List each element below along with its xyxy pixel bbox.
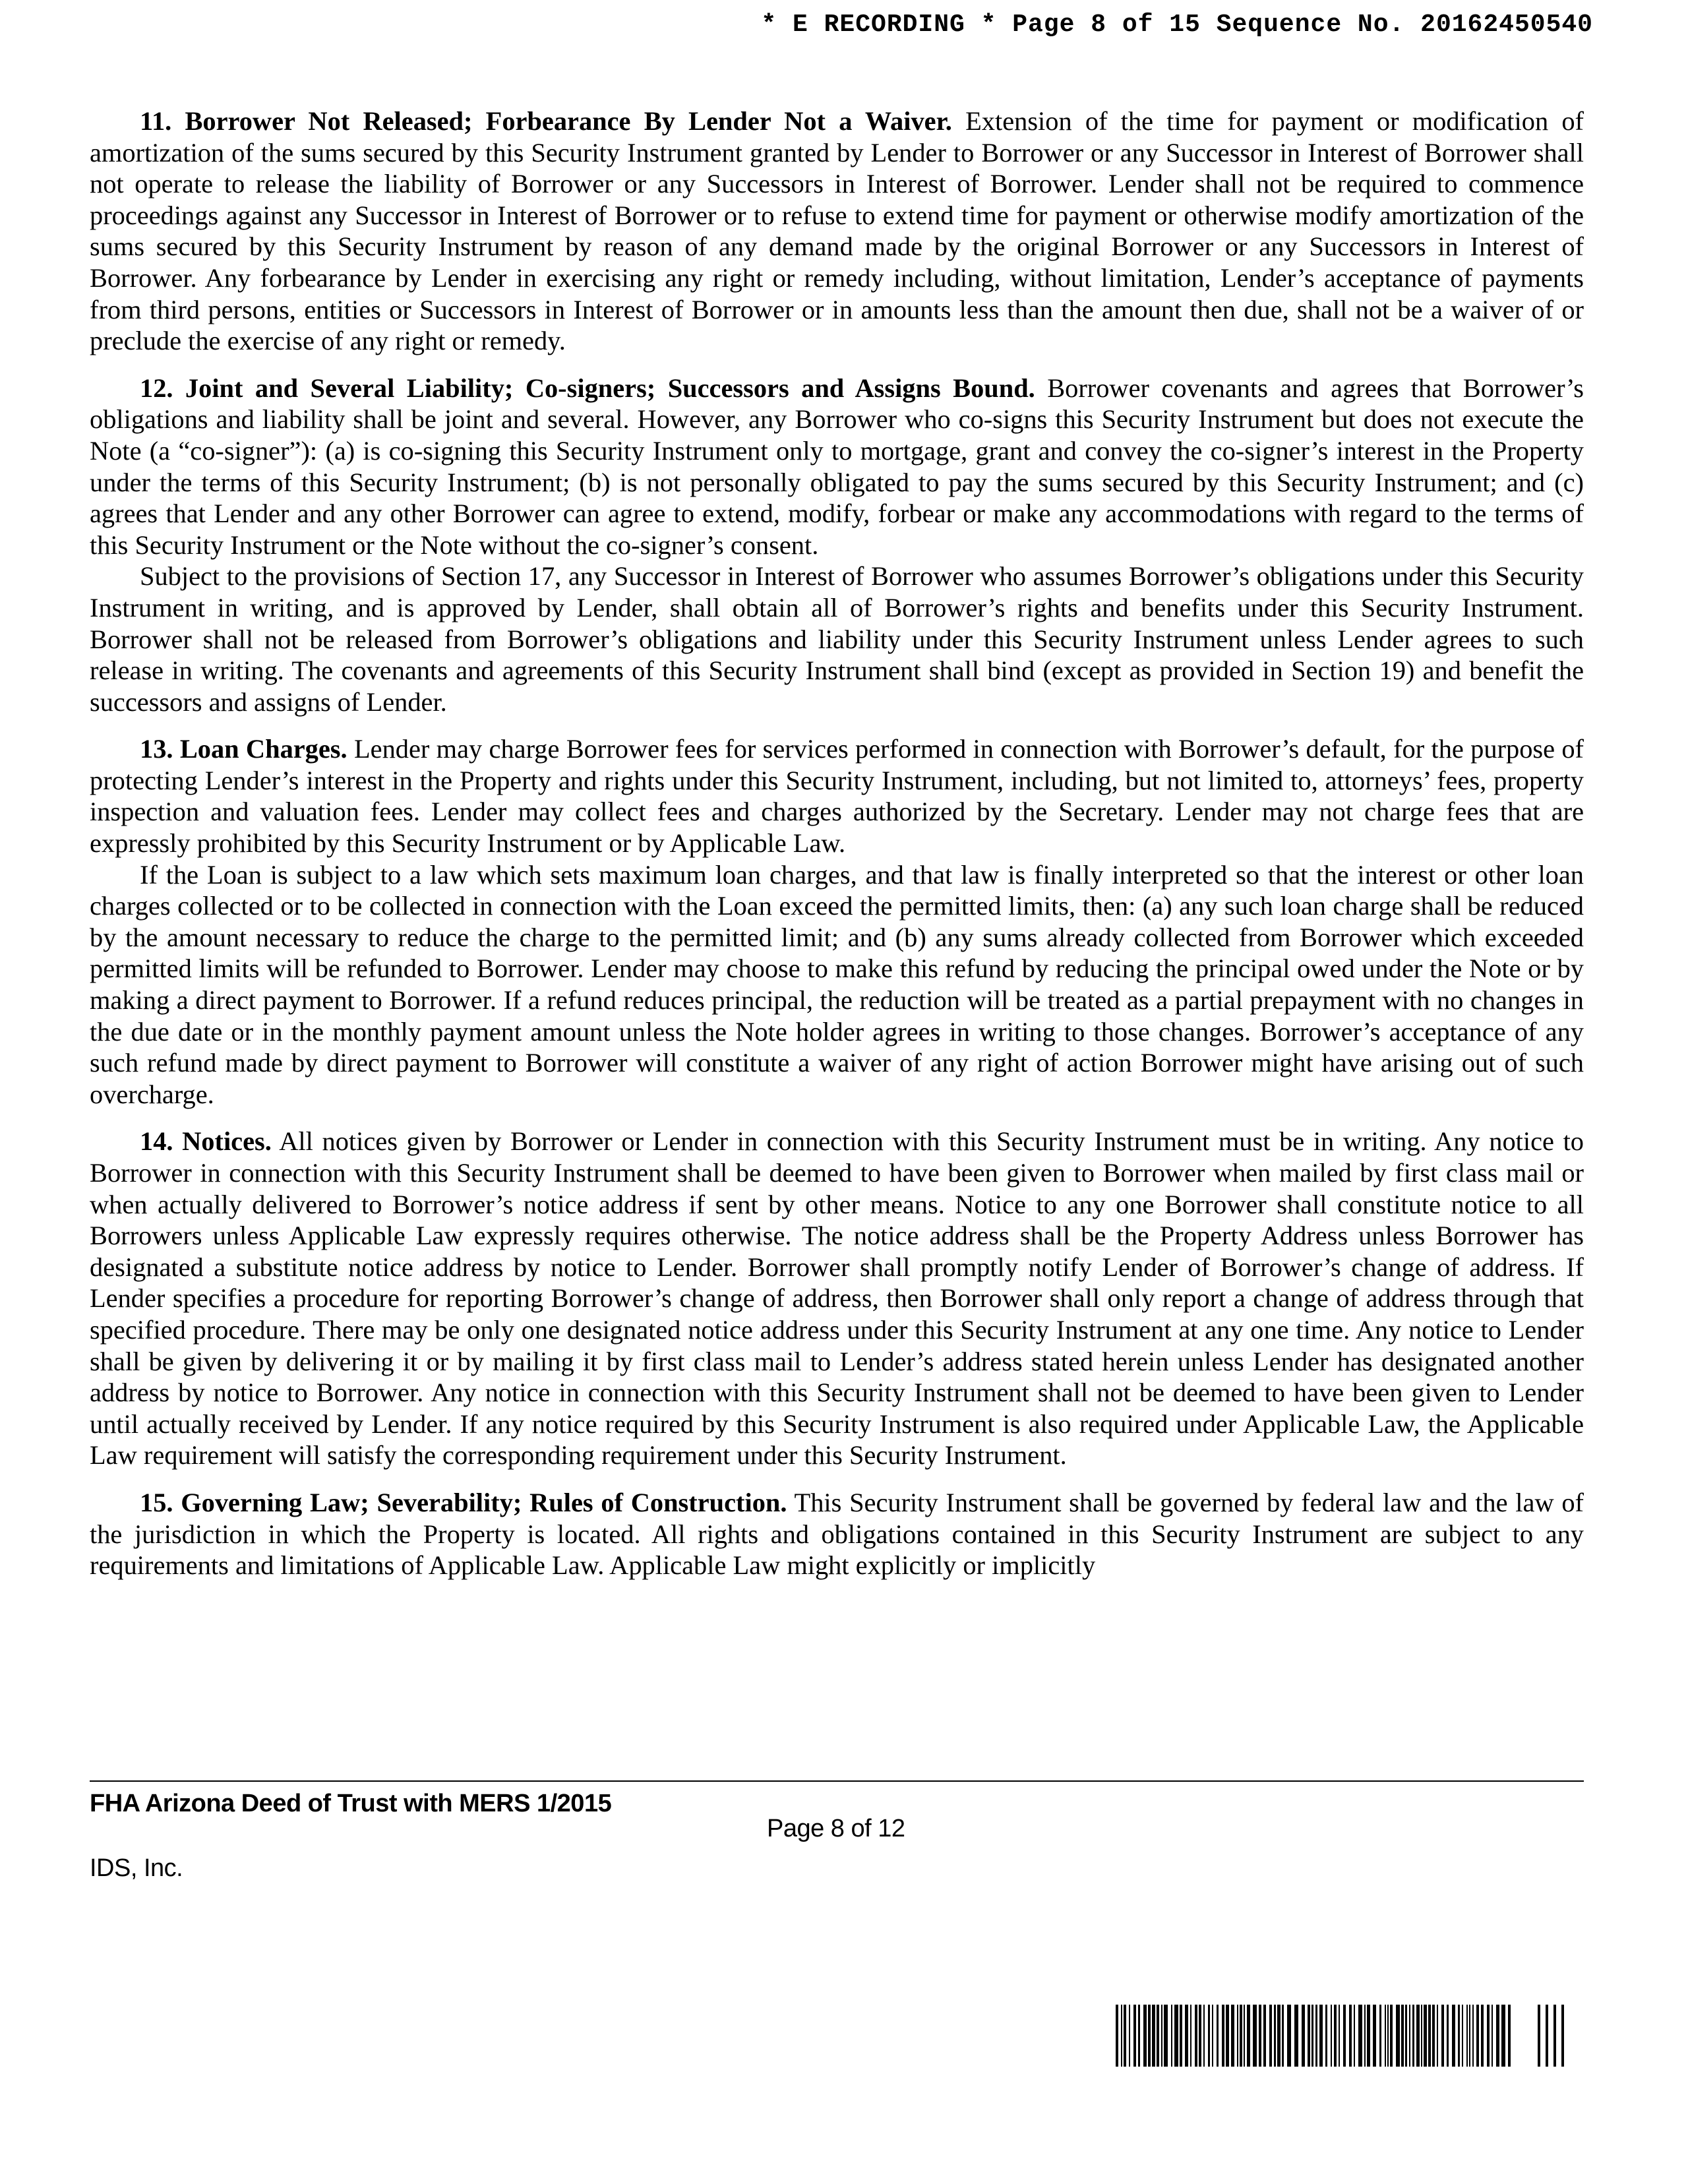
section-paragraph [90, 106, 1584, 357]
footer-company: IDS, Inc. [90, 1854, 183, 1882]
section-15 [90, 1487, 1584, 1581]
section-paragraph [90, 1487, 1584, 1581]
section-text: Borrower covenants and agrees that Borrower’s obligations and liability shall be joint and several. However, any Borrower who co-signs this Security Instrument but does not execute the Note (a “co-signer”): (a) is co-signing this Security Instrument only to mortgage, grant and convey the co-signer’s interest in the Property under the terms of this Security Instrument; (b) is not personally obligated to pay the sums secured by this Security Instrument; and (c) agrees that Lender and any other Borrower can agree to extend, modify, forbear or make any accommodations with regard to the terms of this Security Instrument or the Note without the co-signer’s consent. [90, 373, 1584, 560]
document-body [90, 106, 1584, 1597]
section-paragraph: If the Loan is subject to a law which sets maximum loan charges, and that law is finally interpreted so that the interest or other loan charges collected or to be collected in connection with the Loan exceed the permitted limits, then: (a) any such loan charge shall be reduced by the amount necessary to reduce the charge to the permitted limit; and (b) any sums already collected from Borrower which exceeded permitted limits will be refunded to Borrower. Lender may choose to make this refund by reducing the principal owed under the Note or by making a direct payment to Borrower. If a refund reduces principal, the reduction will be treated as a partial prepayment with no changes in the due date or in the monthly payment amount unless the Note holder agrees in writing to those changes. Borrower’s acceptance of any such refund made by direct payment to Borrower will constitute a waiver of any right of action Borrower might have arising out of such overcharge. [90, 859, 1584, 1109]
barcode-icon [1116, 2005, 1577, 2067]
section-text: Extension of the time for payment or modification of amortization of the sums secured by this Security Instrument granted by Lender to Borrower or any Successor in Interest of Borrower shall not operate to release the liability of Borrower or any Successors in Interest of Borrower. Lender shall not be required to commence proceedings against any Successor in Interest of Borrower or to refuse to extend time for payment or otherwise modify amortization of the sums secured by this Security Instrument by reason of any demand made by the original Borrower or any Successors in Interest of Borrower. Any forbearance by Lender in exercising any right or remedy including, without limitation, Lender’s acceptance of payments from third persons, entities or Successors in Interest of Borrower or in amounts less than the amount then due, shall not be a waiver of or preclude the exercise of any right or remedy. [90, 106, 1584, 356]
footer-form-name: FHA Arizona Deed of Trust with MERS 1/2015 [90, 1790, 612, 1817]
footer-page-number: Page 8 of 12 [767, 1815, 905, 1842]
section-title: 13. Loan Charges. [140, 734, 347, 764]
section-paragraph [90, 733, 1584, 859]
section-text: Lender may charge Borrower fees for services performed in connection with Borrower’s default, for the purpose of protecting Lender’s interest in the Property and rights under this Security Instrument, including, but not limited to, attorneys’ fees, property inspection and valuation fees. Lender may collect fees and charges authorized by the Secretary. Lender may not charge fees that are expressly prohibited by this Security Instrument or by Applicable Law. [90, 734, 1584, 859]
section-13 [90, 733, 1584, 1110]
section-title: 12. Joint and Several Liability; Co-signers; Successors and Assigns Bound. [140, 373, 1035, 403]
section-title: 14. Notices. [140, 1126, 272, 1157]
section-paragraph [90, 1126, 1584, 1471]
section-title: 11. Borrower Not Released; Forbearance By Lender Not a Waiver. [140, 106, 952, 136]
section-text: This Security Instrument shall be governed by federal law and the law of the jurisdiction in which the Property is located. All rights and obligations contained in this Security Instrument are subject to any requirements and limitations of Applicable Law. Applicable Law might explicitly or implicitly [90, 1487, 1584, 1581]
section-11 [90, 106, 1584, 357]
section-paragraph: Subject to the provisions of Section 17, any Successor in Interest of Borrower who assumes Borrower’s obligations under this Security Instrument in writing, and is approved by Lender, shall obtain all of Borrower’s rights and benefits under this Security Instrument. Borrower shall not be released from Borrower’s obligations and liability under this Security Instrument unless Lender agrees to such release in writing. The covenants and agreements of this Security Instrument shall bind (except as provided in Section 19) and benefit the successors and assigns of Lender. [90, 561, 1584, 717]
section-14 [90, 1126, 1584, 1471]
section-title: 15. Governing Law; Severability; Rules of Construction. [140, 1487, 787, 1517]
section-text: All notices given by Borrower or Lender in connection with this Security Instrument must be in writing. Any notice to Borrower in connection with this Security Instrument shall be deemed to have been given to Borrower when mailed by first class mail or when actually delivered to Borrower’s notice address if sent by other means. Notice to any one Borrower shall constitute notice to all Borrowers unless Applicable Law expressly requires otherwise. The notice address shall be the Property Address unless Borrower has designated a substitute notice address by notice to Lender. Borrower shall promptly notify Lender of Borrower’s change of address. If Lender specifies a procedure for reporting Borrower’s change of address, then Borrower shall only report a change of address through that specified procedure. There may be only one designated notice address under this Security Instrument at any one time. Any notice to Lender shall be given by delivering it or by mailing it by first class mail to Lender’s address stated herein unless Lender has designated another address by notice to Borrower. Any notice in connection with this Security Instrument shall not be deemed to have been given to Lender until actually received by Lender. If any notice required by this Security Instrument is also required under Applicable Law, the Applicable Law requirement will satisfy the corresponding requirement under this Security Instrument. [90, 1126, 1584, 1471]
footer-divider [90, 1780, 1584, 1782]
section-12 [90, 373, 1584, 718]
section-paragraph [90, 373, 1584, 561]
recording-header: * E RECORDING * Page 8 of 15 Sequence No. 20162450540 [761, 11, 1593, 39]
